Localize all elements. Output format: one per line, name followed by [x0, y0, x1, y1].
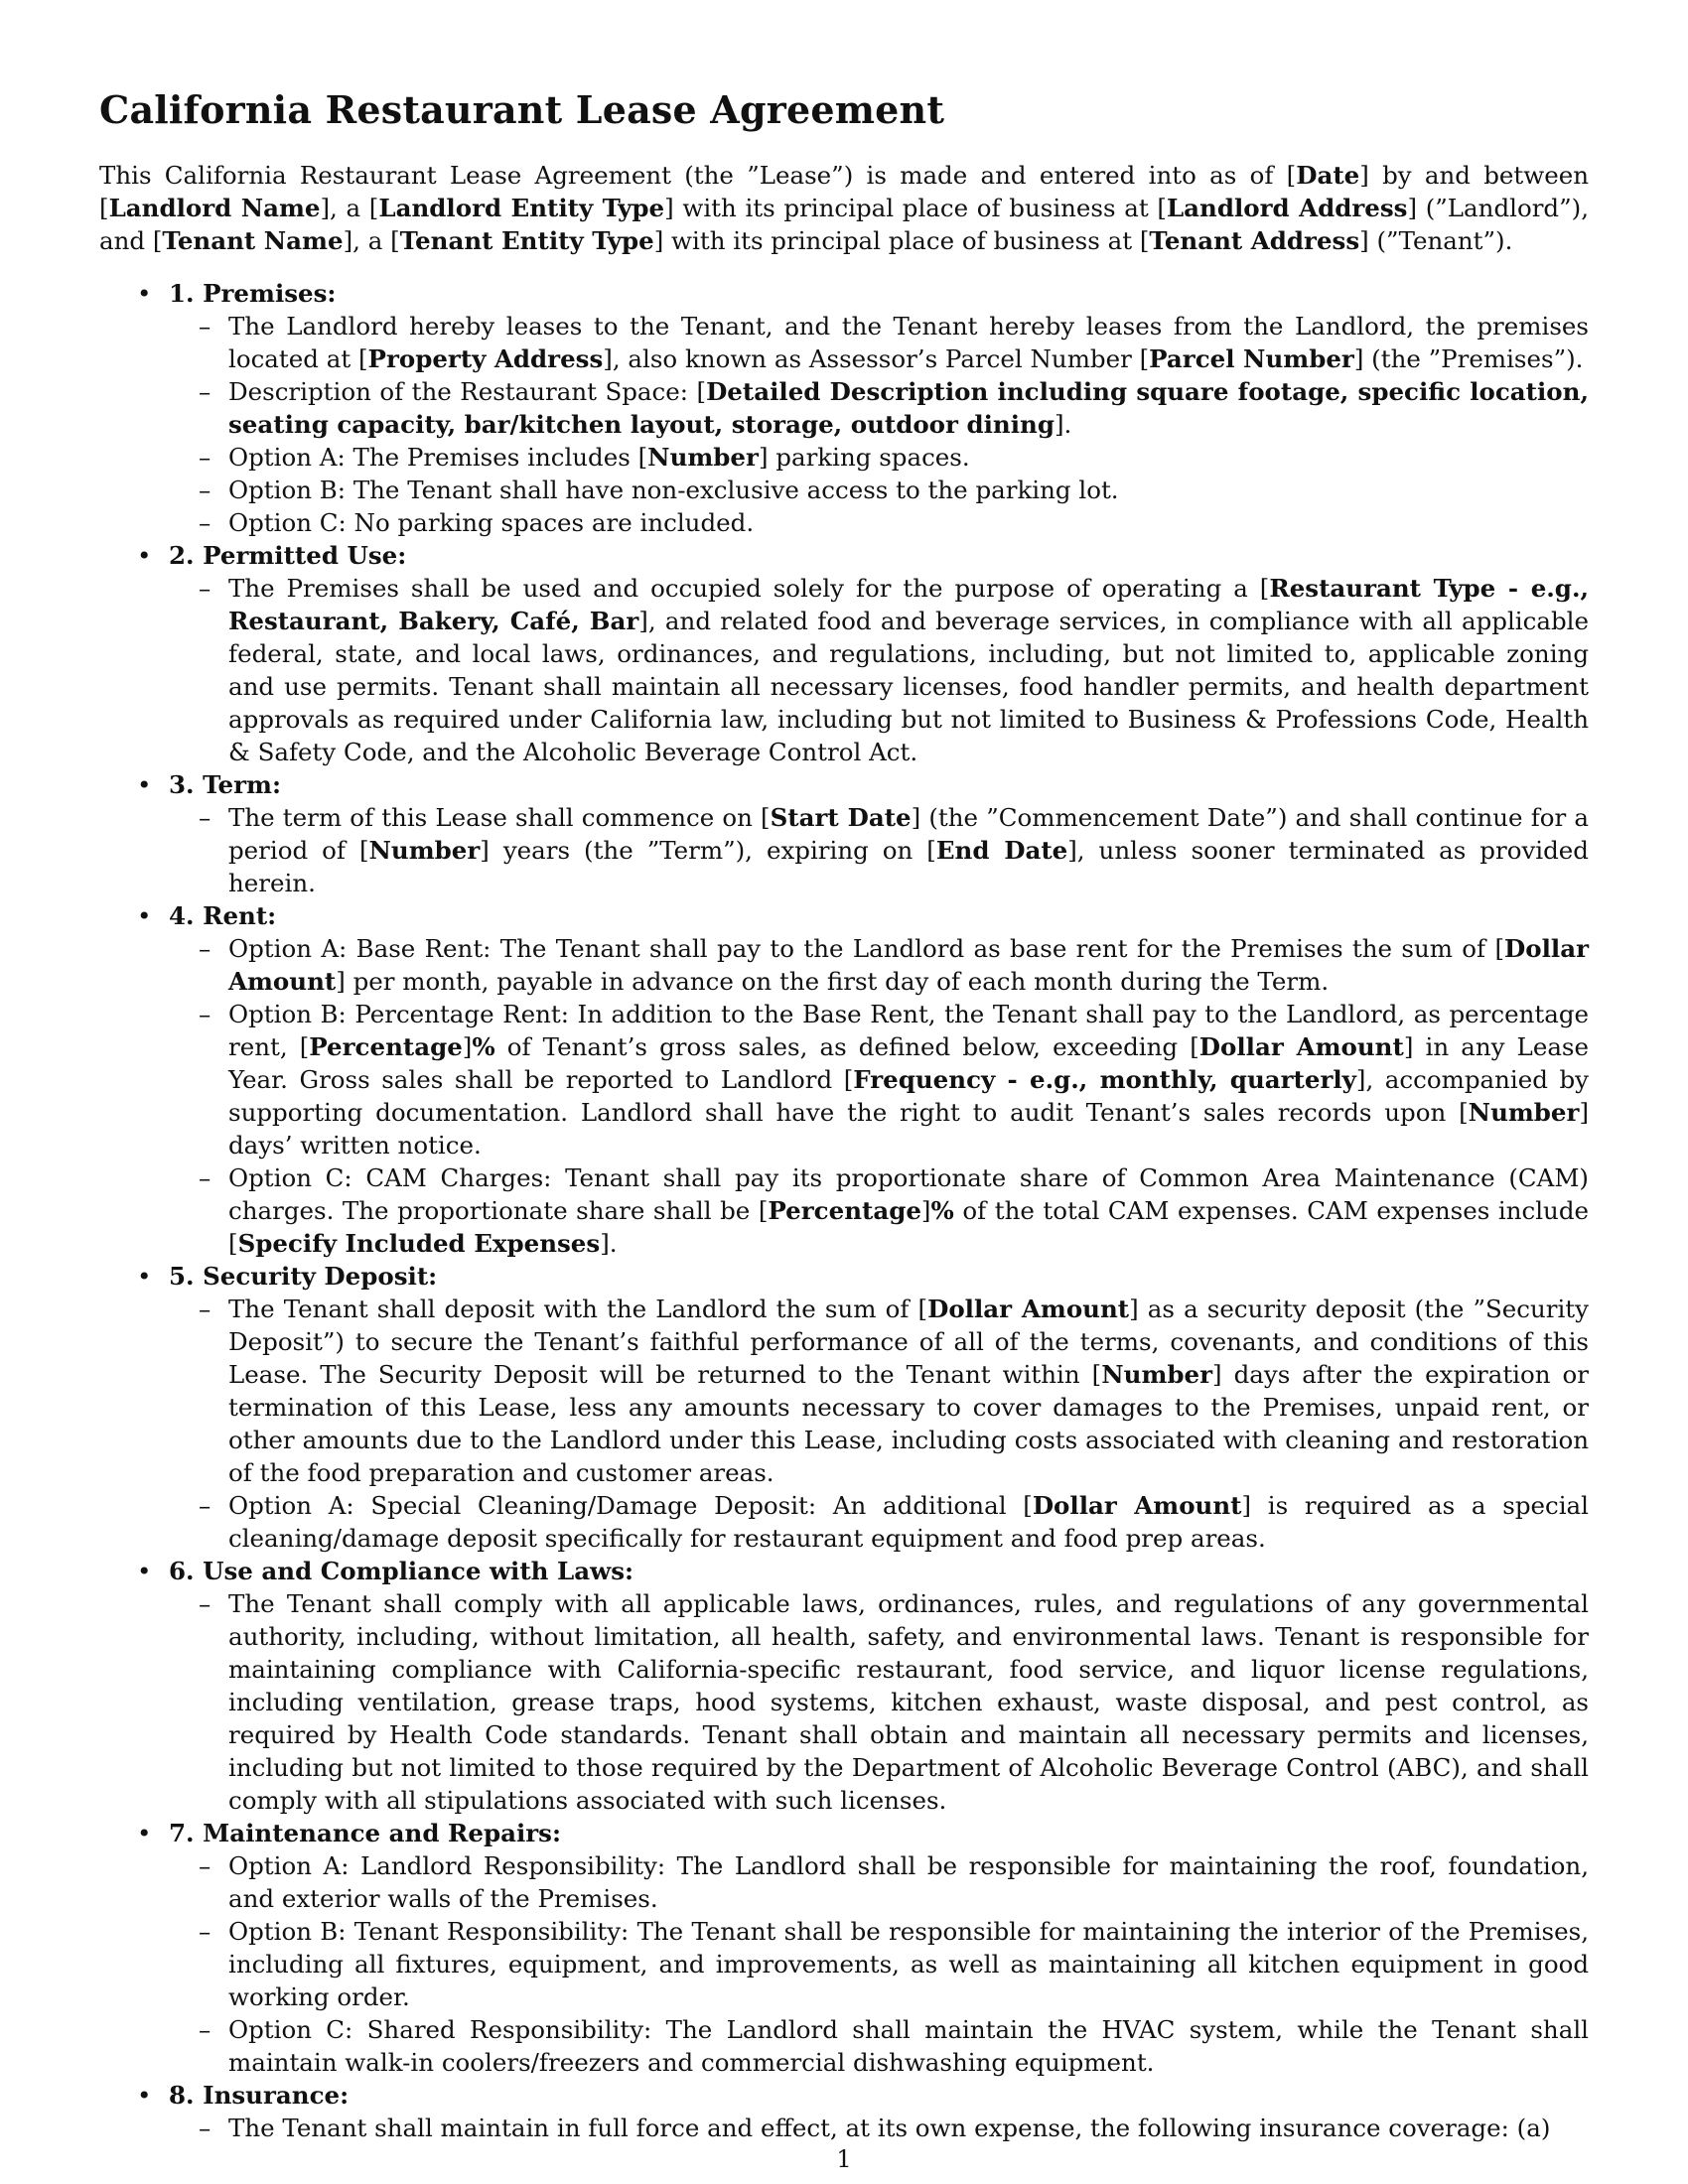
intro-paragraph	[99, 159, 1589, 257]
section-heading-text: 2. Permitted Use:	[169, 541, 407, 570]
bullet-icon: •	[137, 1819, 152, 1847]
section-heading	[99, 768, 1589, 801]
list-item	[99, 1915, 1589, 2013]
list-item	[99, 2013, 1589, 2079]
list-item	[99, 572, 1589, 768]
text-run: Option B: The Tenant shall have non-exclusive access to the parking lot.	[228, 476, 1119, 504]
section	[99, 768, 1589, 899]
dash-icon: –	[199, 1491, 211, 1520]
section	[99, 899, 1589, 1260]
text-run: ] (”Tenant”).	[1359, 226, 1513, 255]
placeholder-field: Percentage	[768, 1196, 921, 1225]
text-run: Option C: CAM Charges: Tenant shall pay its proportionate share of Common Area Maintenance (CAM) charges. The proportionate share shall be [	[228, 1163, 1589, 1225]
placeholder-field: End Date	[935, 836, 1068, 865]
text-run: ] years (the ”Term”), expiring on [	[480, 836, 936, 865]
placeholder-field: Dollar Amount	[927, 1295, 1130, 1323]
text-run: ]	[462, 1032, 473, 1061]
text-run: Option C: Shared Responsibility: The Landlord shall maintain the HVAC system, while the Tenant shall maintain walk-in coolers/freezers and commercial dishwashing equipment.	[228, 2015, 1589, 2077]
text-run: ].	[600, 1229, 618, 1258]
list-item	[99, 1849, 1589, 1915]
dash-icon: –	[199, 2015, 211, 2044]
text-run: Option C: No parking spaces are included.	[228, 508, 755, 537]
placeholder-field: Parcel Number	[1149, 344, 1354, 373]
section-heading-text: 8. Insurance:	[169, 2081, 350, 2110]
dash-icon: –	[199, 377, 211, 406]
sections-list	[99, 277, 1589, 2144]
section	[99, 539, 1589, 768]
text-run: Option B: Percentage Rent: In addition to the Base Rent, the Tenant shall pay to the Landlord, as percentage rent, [	[228, 1000, 1589, 1061]
text-run: ], unless sooner terminated as provided herein.	[228, 836, 1589, 897]
section-heading	[99, 1555, 1589, 1587]
list-item	[99, 1489, 1589, 1555]
text-run: ] as a security deposit (the ”Security Deposit”) to secure the Tenant’s faithful performance of all of the terms, covenants, and conditions of this Lease. The Security Deposit will be returned to the Tenant within [	[228, 1295, 1589, 1389]
section-heading-text: 5. Security Deposit:	[169, 1262, 438, 1291]
text-run: The Tenant shall maintain in full force and effect, at its own expense, the following insurance coverage: (a)	[228, 2114, 1551, 2142]
bullet-icon: •	[137, 2081, 152, 2110]
list-item	[99, 1293, 1589, 1489]
text-run: ] is required as a special cleaning/damage deposit specifically for restaurant equipment and food prep areas.	[228, 1491, 1589, 1553]
list-item	[99, 998, 1589, 1161]
placeholder-field: Specify Included Expenses	[237, 1229, 601, 1258]
section-heading-text: 1. Premises:	[169, 279, 337, 308]
dash-icon: –	[199, 443, 211, 472]
section-heading-text: 3. Term:	[169, 770, 281, 799]
list-item	[99, 474, 1589, 506]
page-number: 1	[836, 2145, 852, 2173]
section	[99, 277, 1589, 539]
text-run: ], a [	[343, 226, 400, 255]
dash-icon: –	[199, 803, 211, 832]
list-item	[99, 932, 1589, 998]
placeholder-field: Property Address	[367, 344, 604, 373]
text-run: ] with its principal place of business at [	[653, 226, 1150, 255]
placeholder-field: Dollar Amount	[1198, 1032, 1404, 1061]
placeholder-field: Date	[1296, 161, 1360, 190]
list-item	[99, 310, 1589, 375]
text-run: Option A: Base Rent: The Tenant shall pay to the Landlord as base rent for the Premises the sum of [	[228, 934, 1505, 963]
dash-icon: –	[199, 934, 211, 963]
placeholder-field: Number	[647, 443, 759, 472]
text-run: Option B: Tenant Responsibility: The Tenant shall be responsible for maintaining the interior of the Premises, including all fixtures, equipment, and improvements, as well as maintaining all kitchen equipment in good working order.	[228, 1917, 1589, 2011]
placeholder-field: Restaurant Type - e.g., Restaurant, Bakery, Café, Bar	[228, 574, 1590, 635]
text-run: ] per month, payable in advance on the first day of each month during the Term.	[336, 967, 1330, 996]
placeholder-field: %	[472, 1032, 495, 1061]
section-heading-text: 4. Rent:	[169, 901, 277, 930]
text-run: ] days after the expiration or termination of this Lease, less any amounts necessary to cover damages to the Premises, unpaid rent, or other amounts due to the Landlord under this Lease, including costs associated with cleaning and restoration of the food preparation and customer areas.	[228, 1360, 1590, 1487]
text-run: of the total CAM expenses. CAM expenses include [	[228, 1196, 1589, 1258]
text-run: ], a [	[320, 194, 379, 222]
dash-icon: –	[199, 574, 211, 603]
dash-icon: –	[199, 312, 211, 341]
dash-icon: –	[199, 1851, 211, 1880]
text-run: ]	[920, 1196, 931, 1225]
placeholder-field: Dollar Amount	[228, 934, 1589, 996]
section-heading	[99, 539, 1589, 572]
text-run: ] parking spaces.	[758, 443, 970, 472]
section	[99, 1817, 1589, 2079]
text-run: The Tenant shall deposit with the Landlord the sum of [	[228, 1295, 928, 1323]
placeholder-field: Tenant Address	[1149, 226, 1360, 255]
text-run: Option A: The Premises includes [	[228, 443, 648, 472]
bullet-icon: •	[137, 541, 152, 570]
section-heading	[99, 899, 1589, 932]
section-heading	[99, 2079, 1589, 2112]
bullet-icon: •	[137, 279, 152, 308]
text-run: This California Restaurant Lease Agreement (the ”Lease”) is made and entered into as of [	[99, 161, 1297, 190]
text-run: ] days’ written notice.	[228, 1098, 1589, 1160]
text-run: of Tenant’s gross sales, as defined below, exceeding [	[494, 1032, 1199, 1061]
list-item	[99, 1161, 1589, 1260]
section-heading	[99, 1260, 1589, 1293]
text-run: The Tenant shall comply with all applicable laws, ordinances, rules, and regulations of any governmental authority, including, without limitation, all health, safety, and environmental laws. Tenant is responsible for maintaining compliance with California-specific restaurant, food service, and liquor license regulations, including ventilation, grease traps, hood systems, kitchen exhaust, waste disposal, and pest control, as required by Health Code standards. Tenant shall obtain and maintain all necessary permits and licenses, including but not limited to those required by the Department of Alcoholic Beverage Control (ABC), and shall comply with all stipulations associated with such licenses.	[228, 1589, 1589, 1815]
list-item	[99, 375, 1589, 441]
dash-icon: –	[199, 1163, 211, 1192]
text-run: The term of this Lease shall commence on [	[228, 803, 771, 832]
section	[99, 1555, 1589, 1817]
placeholder-field: Detailed Description including square footage, specific location, seating capacity, bar/kitchen layout, storage, outdoor dining	[228, 377, 1589, 439]
text-run: ], and related food and beverage services, in compliance with all applicable federal, state, and local laws, ordinances, and regulations, including, but not limited to, applicable zoning and use permits. Tenant shall maintain all necessary licenses, food handler permits, and health department approvals as required under California law, including but not limited to Business & Professions Code, Health & Safety Code, and the Alcoholic Beverage Control Act.	[228, 607, 1589, 766]
text-run: ] (the ”Premises”).	[1353, 344, 1584, 373]
placeholder-field: %	[930, 1196, 954, 1225]
dash-icon: –	[199, 1917, 211, 1946]
bullet-icon: •	[137, 1262, 152, 1291]
dash-icon: –	[199, 2114, 211, 2142]
list-item	[99, 506, 1589, 539]
section-heading-text: 6. Use and Compliance with Laws:	[169, 1557, 634, 1585]
text-run: ] by and between [	[99, 161, 1589, 222]
placeholder-field: Number	[1101, 1360, 1213, 1389]
text-run: ].	[1054, 410, 1072, 439]
dash-icon: –	[199, 476, 211, 504]
text-run: The Premises shall be used and occupied solely for the purpose of operating a [	[228, 574, 1270, 603]
text-run: Option A: Landlord Responsibility: The Landlord shall be responsible for maintaining the roof, foundation, and exterior walls of the Premises.	[228, 1851, 1589, 1913]
text-run: Description of the Restaurant Space: [	[228, 377, 707, 406]
text-run: ] with its principal place of business at [	[664, 194, 1167, 222]
placeholder-field: Landlord Address	[1166, 194, 1408, 222]
section-heading	[99, 277, 1589, 310]
text-run: ], also known as Assessor’s Parcel Number [	[603, 344, 1150, 373]
text-run: ] in any Lease Year. Gross sales shall be reported to Landlord [	[228, 1032, 1589, 1094]
placeholder-field: Dollar Amount	[1032, 1491, 1242, 1520]
text-run: ] (”Landlord”), and [	[99, 194, 1589, 255]
placeholder-field: Frequency - e.g., monthly, quarterly	[853, 1065, 1356, 1094]
dash-icon: –	[199, 1589, 211, 1618]
text-run: ], accompanied by supporting documentation. Landlord shall have the right to audit Tenant’s sales records upon [	[228, 1065, 1589, 1127]
list-item	[99, 2112, 1589, 2144]
document-title: California Restaurant Lease Agreement	[99, 87, 945, 132]
text-run: The Landlord hereby leases to the Tenant, and the Tenant hereby leases from the Landlord, the premises located at [	[228, 312, 1589, 373]
placeholder-field: Landlord Name	[108, 194, 321, 222]
placeholder-field: Landlord Entity Type	[378, 194, 665, 222]
list-item	[99, 441, 1589, 474]
list-item	[99, 1587, 1589, 1817]
dash-icon: –	[199, 508, 211, 537]
text-run: Option A: Special Cleaning/Damage Deposit: An additional [	[228, 1491, 1033, 1520]
placeholder-field: Number	[1468, 1098, 1580, 1127]
bullet-icon: •	[137, 770, 152, 799]
bullet-icon: •	[137, 901, 152, 930]
placeholder-field: Tenant Entity Type	[399, 226, 654, 255]
bullet-icon: •	[137, 1557, 152, 1585]
text-run: ] (the ”Commencement Date”) and shall continue for a period of [	[228, 803, 1589, 865]
placeholder-field: Tenant Name	[162, 226, 344, 255]
dash-icon: –	[199, 1000, 211, 1028]
placeholder-field: Number	[368, 836, 481, 865]
list-item	[99, 801, 1589, 899]
section	[99, 2079, 1589, 2144]
placeholder-field: Start Date	[770, 803, 912, 832]
placeholder-field: Percentage	[309, 1032, 463, 1061]
section-heading-text: 7. Maintenance and Repairs:	[169, 1819, 562, 1847]
section-heading	[99, 1817, 1589, 1849]
dash-icon: –	[199, 1295, 211, 1323]
section	[99, 1260, 1589, 1555]
